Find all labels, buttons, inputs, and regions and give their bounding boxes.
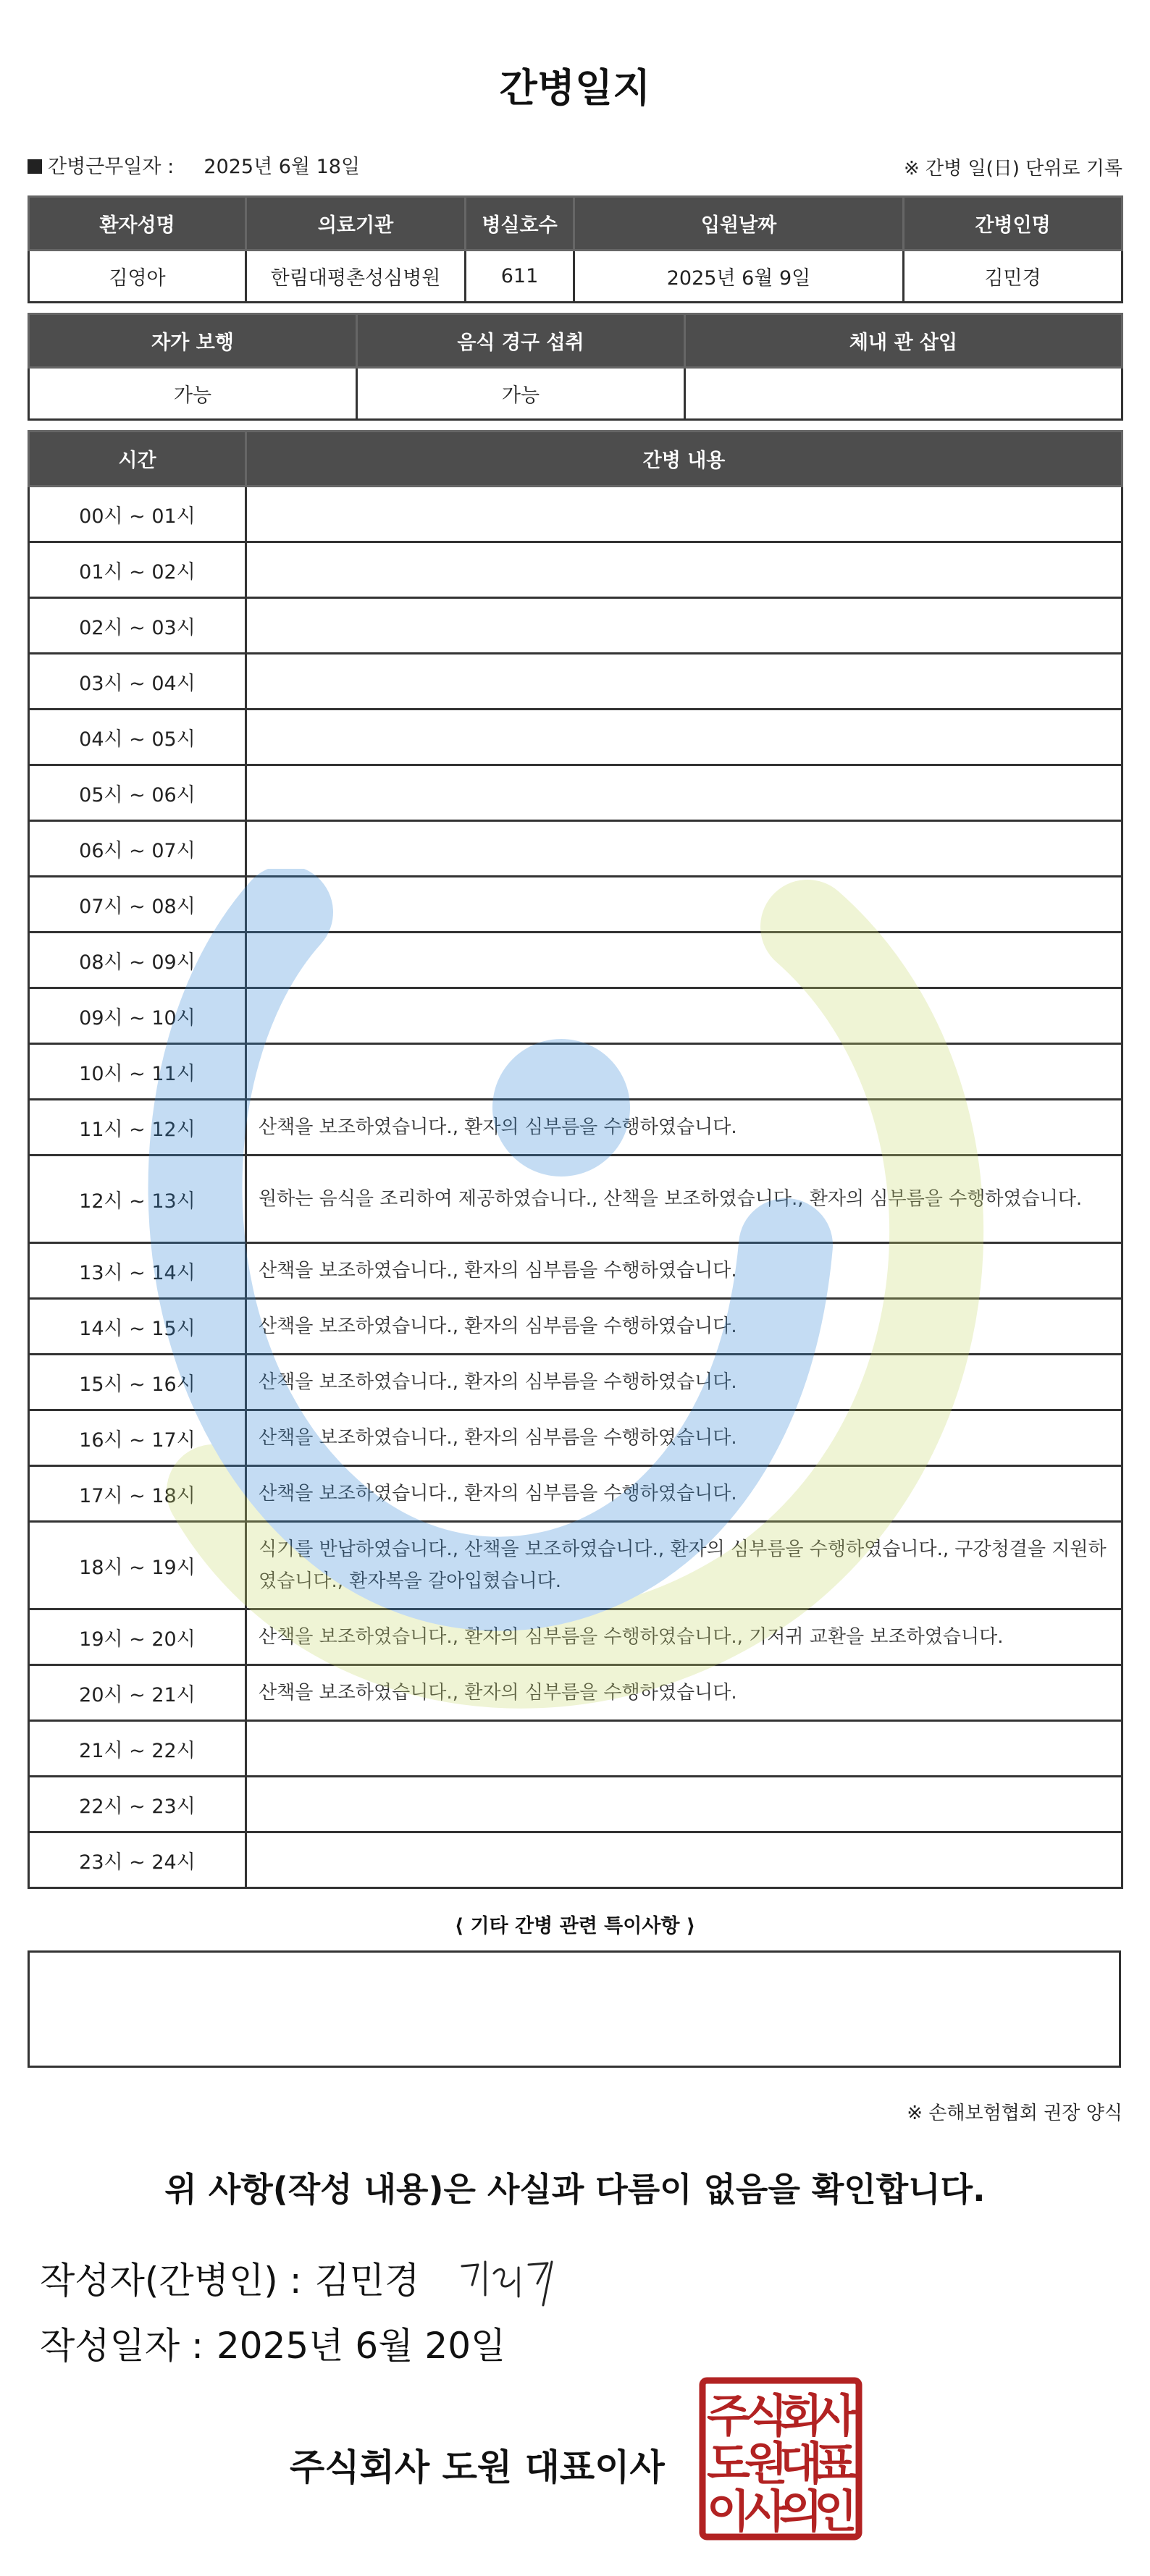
log-time: 01시 ~ 02시	[29, 542, 246, 598]
log-time: 03시 ~ 04시	[29, 654, 246, 710]
date-label: 작성일자 :	[40, 2325, 203, 2367]
log-row	[29, 1522, 1122, 1609]
writer-label: 작성자(간병인) :	[40, 2260, 302, 2302]
log-row	[29, 1466, 1122, 1522]
log-row	[29, 654, 1122, 710]
log-row	[29, 821, 1122, 877]
log-content: 산책을 보조하였습니다., 환자의 심부름을 수행하였습니다.	[246, 1243, 1122, 1299]
patient-ability-table	[28, 313, 1123, 421]
oral-intake-value: 가능	[357, 368, 685, 420]
log-time: 07시 ~ 08시	[29, 877, 246, 933]
log-time: 05시 ~ 06시	[29, 765, 246, 821]
svg-text:사: 사	[814, 2389, 857, 2442]
log-time: 10시 ~ 11시	[29, 1044, 246, 1100]
log-row	[29, 1156, 1122, 1243]
date-value: 2025년 6월 20일	[216, 2325, 506, 2367]
log-content	[246, 1832, 1122, 1888]
care-log-table	[28, 430, 1123, 1889]
log-content	[246, 765, 1122, 821]
log-row	[29, 1044, 1122, 1100]
log-content	[246, 1044, 1122, 1100]
content-header: 간병 내용	[246, 432, 1122, 487]
log-row	[29, 1721, 1122, 1777]
svg-text:이: 이	[707, 2485, 750, 2538]
work-date-value: 2025년 6월 18일	[203, 156, 361, 178]
svg-text:의: 의	[779, 2485, 823, 2538]
log-content: 산책을 보조하였습니다., 환자의 심부름을 수행하였습니다.	[246, 1466, 1122, 1522]
log-content: 산책을 보조하였습니다., 환자의 심부름을 수행하였습니다.	[246, 1299, 1122, 1355]
hospital-header: 의료기관	[246, 197, 466, 251]
log-time: 23시 ~ 24시	[29, 1832, 246, 1888]
log-row	[29, 1665, 1122, 1721]
company-seal	[697, 2375, 865, 2543]
svg-text:주: 주	[707, 2389, 750, 2442]
log-time: 13시 ~ 14시	[29, 1243, 246, 1299]
log-content	[246, 877, 1122, 933]
hospital-name: 한림대평촌성심병원	[246, 251, 466, 303]
notes-box	[28, 1950, 1121, 2068]
log-time: 04시 ~ 05시	[29, 710, 246, 765]
log-content	[246, 654, 1122, 710]
svg-text:사: 사	[744, 2485, 788, 2538]
log-row	[29, 542, 1122, 598]
log-time: 09시 ~ 10시	[29, 988, 246, 1044]
log-time: 19시 ~ 20시	[29, 1609, 246, 1665]
log-row	[29, 1299, 1122, 1355]
log-content	[246, 1777, 1122, 1832]
handwritten-signature	[456, 2252, 572, 2310]
log-time: 14시 ~ 15시	[29, 1299, 246, 1355]
log-content: 산책을 보조하였습니다., 환자의 심부름을 수행하였습니다.	[246, 1100, 1122, 1156]
log-time: 00시 ~ 01시	[29, 487, 246, 542]
log-row	[29, 487, 1122, 542]
log-time: 02시 ~ 03시	[29, 598, 246, 654]
log-content	[246, 821, 1122, 877]
log-content	[246, 598, 1122, 654]
log-time: 20시 ~ 21시	[29, 1665, 246, 1721]
log-content: 원하는 음식을 조리하여 제공하였습니다., 산책을 보조하였습니다., 환자의 심부름을 수행하였습니다.	[246, 1156, 1122, 1243]
log-row	[29, 598, 1122, 654]
log-time: 22시 ~ 23시	[29, 1777, 246, 1832]
log-time: 12시 ~ 13시	[29, 1156, 246, 1243]
writer-line	[40, 2252, 419, 2304]
log-content: 산책을 보조하였습니다., 환자의 심부름을 수행하였습니다.	[246, 1355, 1122, 1410]
log-time: 16시 ~ 17시	[29, 1410, 246, 1466]
svg-text:인: 인	[814, 2485, 857, 2538]
confirmation-statement: 위 사항(작성 내용)은 사실과 다름이 없음을 확인합니다.	[164, 2170, 986, 2209]
writer-name: 김민경	[314, 2260, 420, 2302]
tube-insertion-value	[685, 368, 1122, 420]
self-walking-value: 가능	[29, 368, 357, 420]
log-row	[29, 933, 1122, 988]
log-row	[29, 1609, 1122, 1665]
room-number: 611	[466, 251, 574, 303]
log-row	[29, 1243, 1122, 1299]
log-row	[29, 1410, 1122, 1466]
admission-date-header: 입원날짜	[574, 197, 904, 251]
room-header: 병실호수	[466, 197, 574, 251]
log-time: 06시 ~ 07시	[29, 821, 246, 877]
date-line	[40, 2317, 505, 2369]
log-content: 산책을 보조하였습니다., 환자의 심부름을 수행하였습니다., 기저귀 교환을 보조하였습니다.	[246, 1609, 1122, 1665]
log-time: 18시 ~ 19시	[29, 1522, 246, 1609]
log-row	[29, 1777, 1122, 1832]
page-title: 간병일지	[499, 65, 651, 111]
work-date-label: 간병근무일자	[48, 156, 161, 178]
patient-name: 김영아	[29, 251, 246, 303]
log-row	[29, 877, 1122, 933]
time-header: 시간	[29, 432, 246, 487]
work-date-separator: :	[167, 156, 175, 178]
log-content: 식기를 반납하였습니다., 산책을 보조하였습니다., 환자의 심부름을 수행하였습니다., 구강청결을 지원하였습니다., 환자복을 갈아입혔습니다.	[246, 1522, 1122, 1609]
caregiver-name-header: 간병인명	[904, 197, 1122, 251]
log-row	[29, 988, 1122, 1044]
company-name: 주식회사 도원 대표이사	[290, 2446, 665, 2488]
admission-date: 2025년 6월 9일	[574, 251, 904, 303]
self-walking-header: 자가 보행	[29, 314, 357, 368]
log-content	[246, 542, 1122, 598]
patient-name-header: 환자성명	[29, 197, 246, 251]
log-row	[29, 710, 1122, 765]
square-bullet-icon	[28, 159, 42, 174]
log-content: 산책을 보조하였습니다., 환자의 심부름을 수행하였습니다.	[246, 1665, 1122, 1721]
log-time: 08시 ~ 09시	[29, 933, 246, 988]
patient-info-table	[28, 195, 1123, 303]
svg-text:표: 표	[814, 2437, 857, 2490]
log-time: 15시 ~ 16시	[29, 1355, 246, 1410]
log-content	[246, 1721, 1122, 1777]
work-date	[28, 151, 360, 179]
log-content	[246, 487, 1122, 542]
log-time: 11시 ~ 12시	[29, 1100, 246, 1156]
svg-text:대: 대	[779, 2437, 823, 2490]
log-content	[246, 710, 1122, 765]
log-content	[246, 933, 1122, 988]
log-row	[29, 1832, 1122, 1888]
svg-text:회: 회	[779, 2389, 823, 2442]
log-content: 산책을 보조하였습니다., 환자의 심부름을 수행하였습니다.	[246, 1410, 1122, 1466]
form-footnote: ※ 손해보험협회 권장 양식	[907, 2103, 1122, 2124]
log-row	[29, 1355, 1122, 1410]
svg-text:식: 식	[744, 2389, 788, 2442]
svg-text:원: 원	[744, 2437, 788, 2490]
log-time: 17시 ~ 18시	[29, 1466, 246, 1522]
log-row	[29, 1100, 1122, 1156]
tube-insertion-header: 체내 관 삽입	[685, 314, 1122, 368]
oral-intake-header: 음식 경구 섭취	[357, 314, 685, 368]
notes-title: ⟨ 기타 간병 관련 특이사항 ⟩	[454, 1915, 696, 1937]
record-note: ※ 간병 일(日) 단위로 기록	[903, 158, 1122, 180]
log-content	[246, 988, 1122, 1044]
log-time: 21시 ~ 22시	[29, 1721, 246, 1777]
svg-text:도: 도	[707, 2437, 750, 2490]
caregiver-name: 김민경	[904, 251, 1122, 303]
log-row	[29, 765, 1122, 821]
